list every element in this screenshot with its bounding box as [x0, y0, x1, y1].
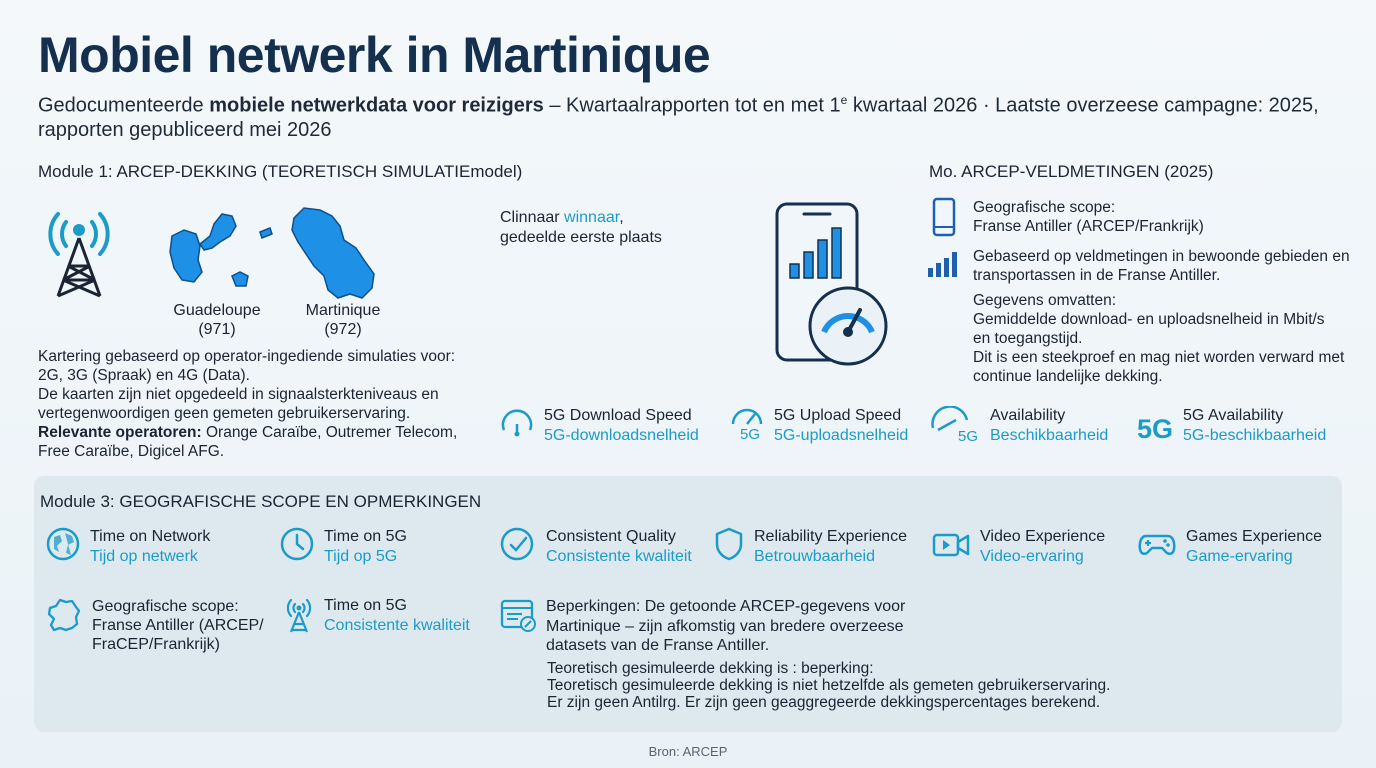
check-circle-icon: [500, 527, 536, 561]
metric-5g-download: 5G Download Speed 5G-downloadsnelheid: [500, 406, 699, 446]
metric-time-on-network: Time on Network Tijd op netwerk: [46, 527, 210, 567]
signal-bars-icon: [927, 250, 961, 278]
page-title: Mobiel netwerk in Martinique: [38, 27, 711, 83]
metric-availability: 5G Availability Beschikbaarheid: [930, 406, 1108, 446]
document-edit-icon: [500, 598, 538, 634]
gauge-availability-icon: 5G: [930, 406, 980, 438]
module2-scope: Geografische scope: Franse Antiller (ARCEP/Frankrijk): [973, 199, 1204, 235]
metric-reliability: Reliability Experience Betrouwbaarheid: [714, 527, 907, 567]
video-camera-icon: [932, 527, 970, 561]
module1-heading: Module 1: ARCEP-DEKKING (TEORETISCH SIMULATIEmodel): [38, 162, 523, 181]
module2-data-scope: Gegevens omvatten: Gemiddelde download- en uploadsnelheid in Mbit/s en toegangstijd. Dit is een steekproef en mag niet worden verward met continue landelijke dekking.: [973, 292, 1345, 385]
metric-consistent-quality: Consistent Quality Consistente kwaliteit: [500, 527, 692, 567]
gauge-5g-icon: 5G: [730, 406, 764, 438]
module2-heading: Mo. ARCEP-VELDMETINGEN (2025): [929, 162, 1214, 181]
guadeloupe-label: Guadeloupe (971): [173, 302, 261, 338]
gamepad-icon: [1138, 527, 1176, 561]
antenna-icon: [284, 596, 314, 634]
module3-scope: Geografische scope: Franse Antiller (ARCEP/ FraCEP/Frankrijk): [92, 598, 264, 653]
cell-tower-icon: [44, 204, 114, 300]
module3-theory-note: Teoretisch gesimuleerde dekking is : beperking: Teoretisch gesimuleerde dekking is niet hetzelfde als gemeten gebruikerservaring. Er zijn geen Antilrg. Er zijn geen geaggregeerde dekkingspercentages berekend.: [547, 660, 1111, 711]
source-note: Bron: ARCEP: [648, 744, 728, 759]
clock-icon: [280, 527, 314, 561]
metric-time-on-5g: Time on 5G Tijd op 5G: [280, 527, 407, 567]
globe-icon: [46, 527, 80, 561]
metric-5g-upload: 5G 5G Upload Speed 5G-uploadsnelheid: [730, 406, 908, 446]
metric-time-on-5g-row2: Time on 5G Consistente kwaliteit: [284, 596, 470, 636]
page-subtitle: Gedocumenteerde mobiele netwerkdata voor reizigers – Kwartaalrapporten tot en met 1e kwartaal 2026 · Laatste overzeese campagne: 2025, rapporten gepubliceerd mei 2026: [38, 93, 1319, 141]
module3-limitations: Beperkingen: De getoonde ARCEP-gegevens voor Martinique – zijn afkomstig van bredere overzeese datasets van de Franse Antiller.: [546, 598, 906, 654]
module3-heading: Module 3: GEOGRAFISCHE SCOPE EN OPMERKINGEN: [40, 492, 482, 511]
martinique-label: Martinique (972): [305, 302, 381, 338]
phone-speed-illustration: [774, 202, 890, 368]
shield-icon: [714, 527, 744, 561]
winner-note: Clinnaar winnaar, gedeelde eerste plaats: [500, 209, 662, 246]
guadeloupe-map-icon: [166, 208, 276, 298]
metric-video: Video Experience Video-ervaring: [932, 527, 1105, 567]
metric-5g-availability: 5G 5G Availability 5G-beschikbaarheid: [1137, 407, 1327, 444]
module1-description: Kartering gebaseerd op operator-ingediende simulaties voor: 2G, 3G (Spraak) en 4G (Data). De kaarten zijn niet opgedeeld in signaalsterkteniveaus en vertegenwoordigen geen gemeten gebruikerservaring. Relevante operatoren: Orange Caraïbe, Outremer Telecom, Free Caraïbe, Digicel AFG.: [38, 348, 458, 460]
5g-text-icon: 5G: [1137, 414, 1174, 444]
module2-basis: Gebaseerd op veldmetingen in bewoonde gebieden en transportassen in de Franse Antiller.: [973, 248, 1350, 284]
metric-games: Games Experience Game-ervaring: [1138, 527, 1322, 567]
france-map-icon: [46, 597, 82, 633]
gauge-low-icon: [500, 406, 534, 438]
martinique-map-icon: [290, 204, 380, 304]
smartphone-icon: [932, 197, 956, 237]
